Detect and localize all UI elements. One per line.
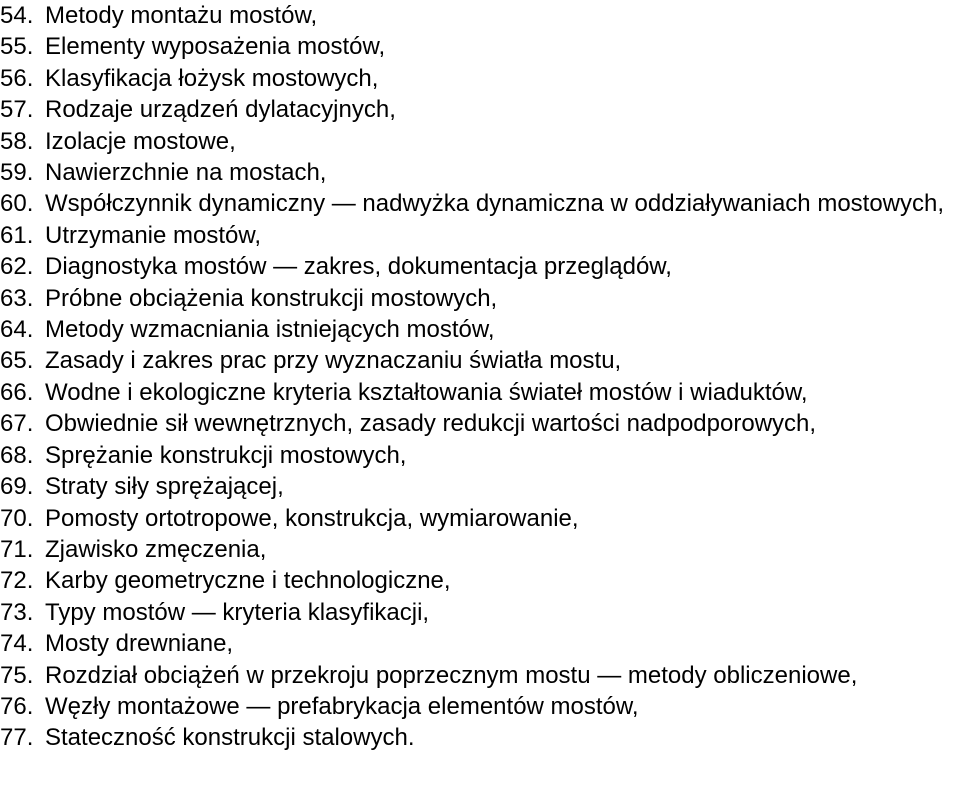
item-number: 56. [0, 64, 34, 92]
list-item [0, 377, 960, 408]
item-number: 54. [0, 2, 34, 29]
item-number: 55. [0, 33, 34, 61]
item-number: 67. [0, 410, 34, 438]
list-item [0, 534, 960, 565]
item-text: Wodne i ekologiczne kryteria kształtowania świateł mostów i wiaduktów, [45, 378, 808, 406]
list-item [0, 31, 960, 62]
item-number: 59. [0, 159, 34, 187]
item-text: Pomosty ortotropowe, konstrukcja, wymiarowanie, [45, 504, 579, 532]
list-item [0, 691, 960, 722]
item-number: 62. [0, 253, 34, 281]
item-number: 60. [0, 190, 34, 218]
item-text: Metody wzmacniania istniejących mostów, [45, 316, 495, 344]
item-number: 77. [0, 724, 34, 752]
list-item [0, 126, 960, 157]
list-item [0, 722, 960, 753]
item-text: Próbne obciążenia konstrukcji mostowych, [45, 284, 498, 312]
item-number: 63. [0, 284, 34, 312]
item-number: 73. [0, 598, 34, 626]
item-text: Klasyfikacja łożysk mostowych, [45, 64, 379, 92]
list-item [0, 345, 960, 376]
item-text: Zjawisko zmęczenia, [45, 535, 267, 563]
item-text: Rozdział obciążeń w przekroju poprzecznym mostu — metody obliczeniowe, [45, 661, 858, 689]
item-text: Typy mostów — kryteria klasyfikacji, [45, 598, 430, 626]
item-number: 58. [0, 127, 34, 155]
item-text: Metody montażu mostów, [45, 2, 318, 29]
item-number: 66. [0, 378, 34, 406]
item-text: Węzły montażowe — prefabrykacja elementów mostów, [45, 692, 639, 720]
list-item [0, 471, 960, 502]
list-item [0, 660, 960, 691]
list-item [0, 283, 960, 314]
item-text: Sprężanie konstrukcji mostowych, [45, 441, 407, 469]
item-text: Zasady i zakres prac przy wyznaczaniu światła mostu, [45, 347, 622, 375]
list-item [0, 408, 960, 439]
list-item [0, 63, 960, 94]
item-text: Diagnostyka mostów — zakres, dokumentacja przeglądów, [45, 253, 672, 281]
item-number: 61. [0, 221, 34, 249]
item-number: 65. [0, 347, 34, 375]
item-text: Straty siły sprężającej, [45, 473, 284, 501]
item-number: 57. [0, 96, 34, 124]
item-number: 70. [0, 504, 34, 532]
list-item [0, 503, 960, 534]
list-item [0, 188, 960, 219]
item-text: Nawierzchnie na mostach, [45, 159, 327, 187]
item-number: 68. [0, 441, 34, 469]
item-text: Elementy wyposażenia mostów, [45, 33, 386, 61]
item-text: Mosty drewniane, [45, 630, 234, 658]
list-item [0, 157, 960, 188]
item-number: 69. [0, 473, 34, 501]
list-item [0, 251, 960, 282]
list-item [0, 628, 960, 659]
item-text: Izolacje mostowe, [45, 127, 236, 155]
item-text: Obwiednie sił wewnętrznych, zasady redukcji wartości nadpodporowych, [45, 410, 817, 438]
list-item [0, 94, 960, 125]
list-item [0, 0, 960, 31]
item-number: 71. [0, 535, 34, 563]
list-item [0, 597, 960, 628]
list-item [0, 220, 960, 251]
item-text: Stateczność konstrukcji stalowych. [45, 724, 415, 752]
item-number: 74. [0, 630, 34, 658]
item-text: Współczynnik dynamiczny — nadwyżka dynamiczna w oddziaływaniach mostowych, [45, 190, 945, 218]
list-item [0, 565, 960, 596]
item-number: 76. [0, 692, 34, 720]
item-text: Utrzymanie mostów, [45, 221, 262, 249]
list-item [0, 440, 960, 471]
item-number: 64. [0, 316, 34, 344]
item-text: Karby geometryczne i technologiczne, [45, 567, 451, 595]
item-text: Rodzaje urządzeń dylatacyjnych, [45, 96, 396, 124]
item-number: 75. [0, 661, 34, 689]
item-number: 72. [0, 567, 34, 595]
list-item [0, 314, 960, 345]
